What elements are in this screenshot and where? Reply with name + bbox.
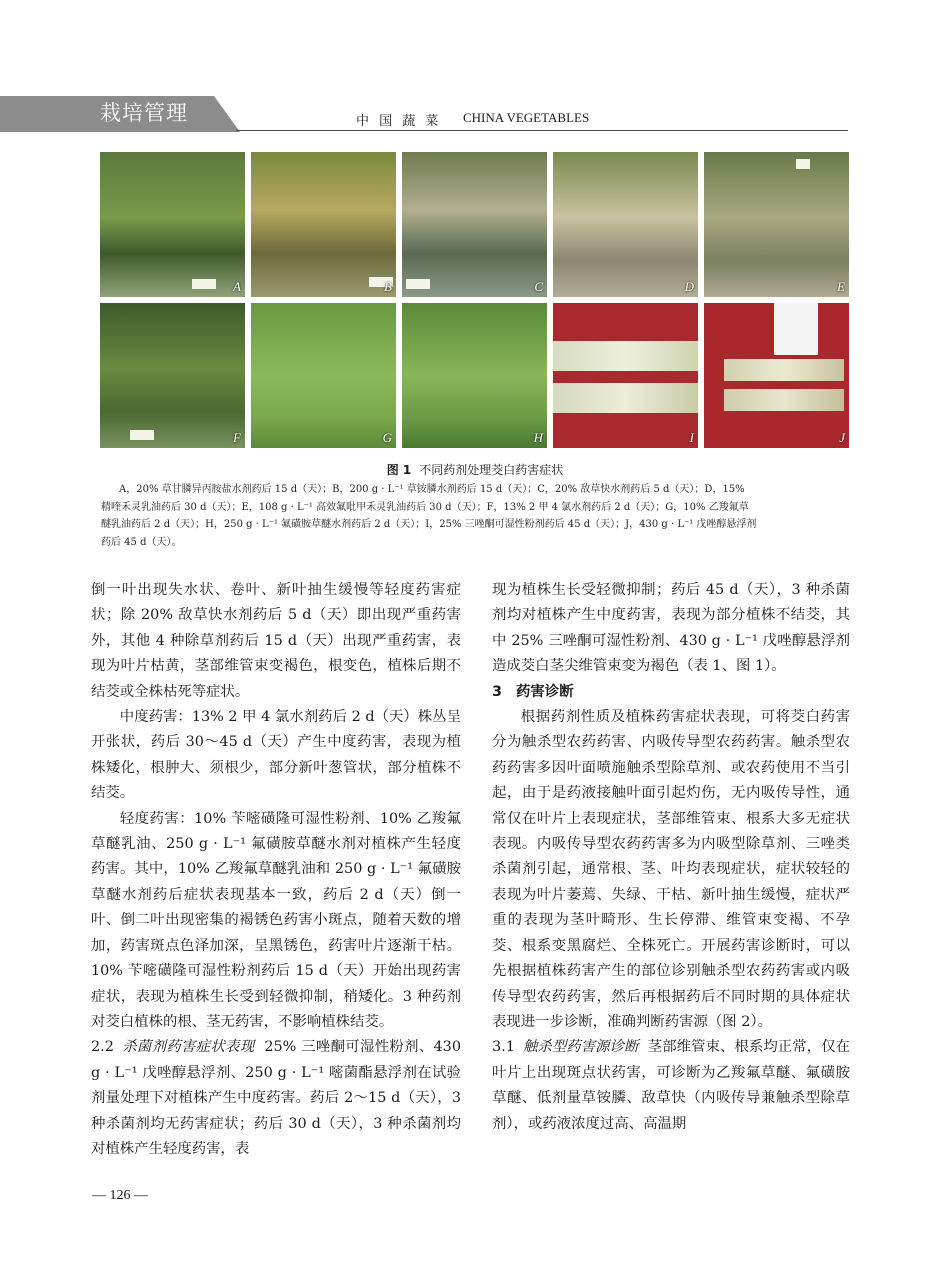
panel-letter: B (384, 279, 392, 294)
stem-section (553, 383, 698, 413)
panel-letter: F (233, 430, 241, 445)
panel-letter: G (382, 430, 392, 445)
subsection-3-1 (492, 1035, 850, 1137)
label-tag (192, 279, 216, 289)
paragraph: 中度药害：13% 2 甲 4 氯水剂药后 2 d（天）株丛呈开张状，药后 30～45 d（天）产生中度药害，表现为植株矮化，根肿大、须根少，部分新叶葱管状，部分植株不结茭。 (91, 709, 461, 802)
photo-panel-a (100, 152, 245, 297)
caption-line: 醚乳油药后 2 d（天）；H，250 g · L⁻¹ 氟磺胺草醚水剂药后 2 d（天）；I，25% 三唑酮可湿性粉剂药后 45 d（天）；J，430 g · L⁻¹ 戊唑醇悬浮剂 (101, 519, 757, 530)
left-column (91, 578, 461, 1162)
paragraph: 轻度药害：10% 苄嘧磺隆可湿性粉剂、10% 乙羧氟草醚乳油、250 g · L⁻¹ 氟磺胺草醚水剂对植株产生轻度药害。其中，10% 乙羧氟草醚乳油和 250 g · L⁻¹ 氟磺胺草醚水剂药后症状表现基本一致，药后 2 d（天）倒一叶、倒二叶出现密集的褐锈色药害小斑点，随着天数的增加，药害斑点色泽加深，呈黑锈色，药害叶片逐渐干枯。10% 苄嘧磺隆可湿性粉剂药后 15 d（天）开始出现药害症状，表现为植株生长受到轻微抑制，稍矮化。3 种药剂对茭白植株的根、茎无药害，不影响植株结茭。 (91, 810, 461, 1030)
panel-letter: H (533, 430, 543, 445)
photo-panel-j (704, 303, 849, 448)
panel-letter: I (689, 430, 694, 445)
label-tag (130, 430, 154, 440)
photo-panel-i (553, 303, 698, 448)
photo-panel-d (553, 152, 698, 297)
page-number: — 126 — (92, 1188, 148, 1203)
figure-caption-body (101, 481, 849, 551)
photo-panel-b (251, 152, 396, 297)
right-column (492, 578, 850, 1137)
paragraph: 根据药剂性质及植株药害症状表现，可将茭白药害分为触杀型农药药害、内吸传导型农药药害。触杀型农药药害多因叶面喷施触杀型除草剂、或农药使用不当引起，由于是药液接触叶面引起灼伤，无内吸传导性，通常仅在叶片上表现症状，茎部维管束、根系大多无症状表现。内吸传导型农药药害多为内吸型除草剂、三唑类杀菌剂引起，通常根、茎、叶均表现症状，症状较轻的表现为叶片萎蔫、失绿、干枯、新叶抽生缓慢，症状严重的表现为茎叶畸形、生长停滞、维管束变褐、不孕茭、根系变黑腐烂、全株死亡。开展药害诊断时，可以先根据植株药害产生的部位诊别触杀型农药药害或内吸传导型农药药害，然后再根据药后不同时期的具体症状表现进一步诊断，准确判断药害源（图 2）。 (492, 709, 850, 1030)
label-tag (796, 159, 810, 169)
stem-section (724, 389, 844, 411)
figure-title: 不同药剂处理茭白药害症状 (419, 463, 564, 477)
figure-number: 图 1 (386, 463, 412, 477)
subsection-title: 触杀型药害源诊断 (522, 1039, 639, 1056)
photo-panel-h (402, 303, 547, 448)
panel-letter: D (684, 279, 694, 294)
paragraph: 现为植株生长受轻微抑制；药后 45 d（天），3 种杀菌剂均对植株产生中度药害，表现为部分植株不结茭，其中 25% 三唑酮可湿性粉剂、430 g · L⁻¹ 戊唑醇悬浮剂造成茭白茎尖维管束变为褐色（表 1、图 1）。 (492, 582, 850, 675)
panel-letter: E (837, 279, 845, 294)
stem-section (724, 359, 844, 381)
journal-name-cn: 中 国 蔬 菜 (356, 114, 442, 129)
paragraph: 茎部维管束、根系均正常，仅在叶片上出现斑点状药害，可诊断为乙羧氟草醚、氟磺胺草醚、低剂量草铵膦、敌草快（内吸传导兼触杀型除草剂），或药液浓度过高、高温期 (492, 1039, 850, 1132)
photo-panel-f (100, 303, 245, 448)
panel-letter: A (233, 279, 241, 294)
caption-line: 精喹禾灵乳油药后 30 d（天）；E，108 g · L⁻¹ 高效氟吡甲禾灵乳油药后 30 d（天）；F，13% 2 甲 4 氯水剂药后 2 d（天）；G，10% 乙羧氟草 (101, 501, 749, 513)
label-tag (406, 279, 430, 289)
section-number: 3 (492, 683, 503, 700)
figure-caption-title (0, 461, 950, 478)
panel-letter: J (839, 430, 845, 445)
paragraph: 25% 三唑酮可湿性粉剂、430 g · L⁻¹ 戊唑醇悬浮剂、250 g · L⁻¹ 嘧菌酯悬浮剂在试验剂量处理下对植株产生中度药害。药后 2～15 d（天），3 种杀菌剂均无药害症状；药后 30 d（天），3 种杀菌剂均对植株产生轻度药害，表 (91, 1039, 461, 1157)
panel-letter: C (534, 279, 543, 294)
subsection-number: 2.2 (91, 1039, 114, 1056)
photo-panel-c (402, 152, 547, 297)
subsection-2-2 (91, 1035, 461, 1162)
stem-section (553, 341, 698, 371)
photo-panel-g (251, 303, 396, 448)
section-title: 栽培管理 (100, 101, 188, 125)
photo-panel-e (704, 152, 849, 297)
paragraph: 倒一叶出现失水状、卷叶、新叶抽生缓慢等轻度药害症状；除 20% 敌草快水剂药后 5 d（天）即出现严重药害外，其他 4 种除草剂药后 15 d（天）出现严重药害，表现为叶片枯黄，茎部维管束变褐色，根变色，植株后期不结茭或全株枯死等症状。 (91, 582, 461, 700)
subsection-title: 杀菌剂药害症状表现 (121, 1039, 255, 1056)
caption-line: A，20% 草甘膦异丙胺盐水剂药后 15 d（天）；B，200 g · L⁻¹ 草铵膦水剂药后 15 d（天）；C，20% 敌草快水剂药后 5 d（天）；D，15% (119, 484, 745, 495)
subsection-number: 3.1 (492, 1039, 515, 1056)
section-3-heading (492, 680, 850, 705)
label-card (774, 303, 818, 355)
section-title: 药害诊断 (516, 683, 574, 700)
header-rule (236, 130, 848, 131)
figure-1 (100, 152, 850, 449)
journal-name-en: CHINA VEGETABLES (463, 110, 590, 125)
caption-line: 药后 45 d（天）。 (101, 536, 182, 548)
